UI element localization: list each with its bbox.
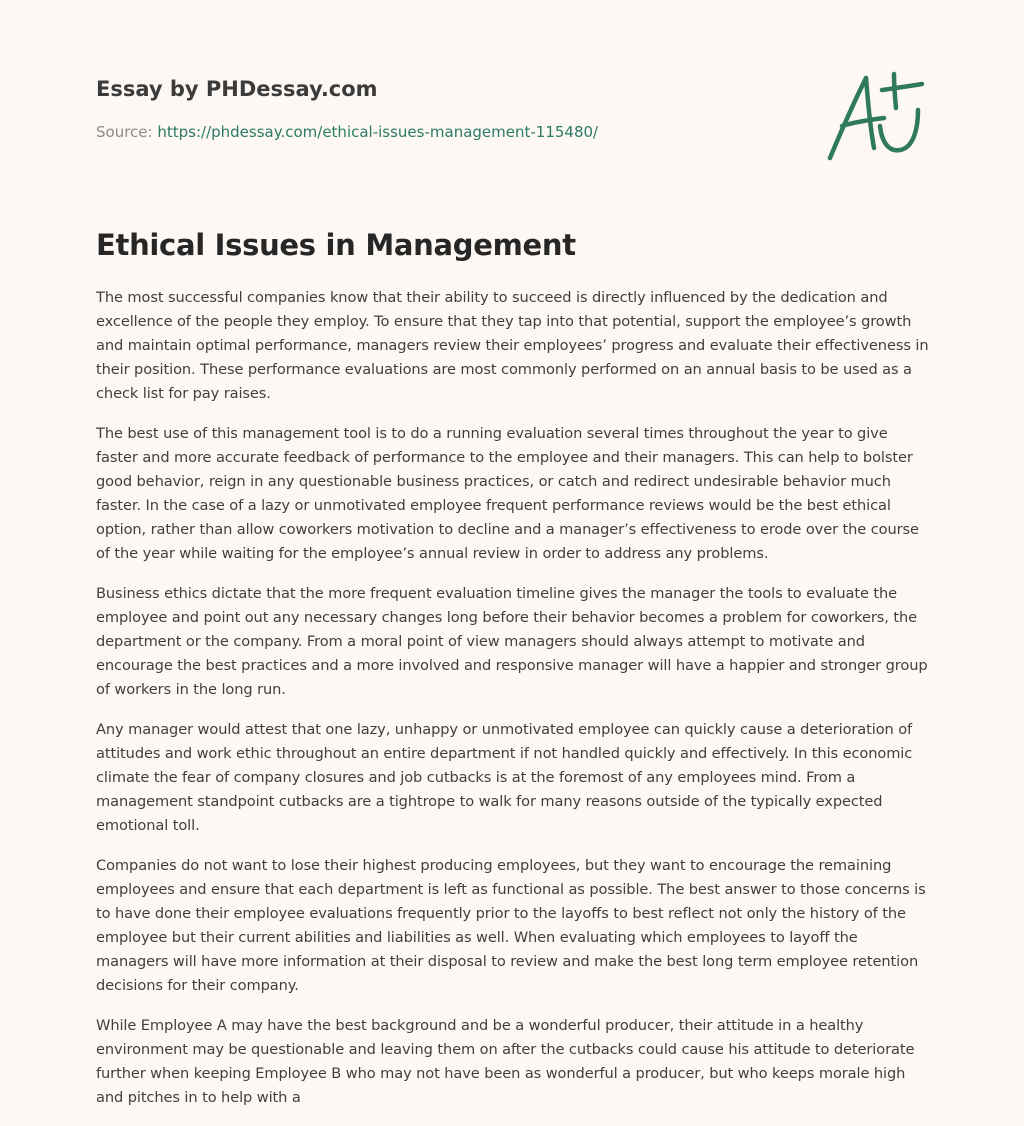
source-line — [96, 122, 796, 142]
essay-paragraph: The best use of this management tool is to do a running evaluation several times throughout the year to give faster and more accurate feedback of performance to the employee and their managers. This can help to bolster good behavior, reign in any questionable business practices, or catch and redirect undesirable behavior much faster. In the case of a lazy or unmotivated employee frequent performance reviews would be the best ethical option, rather than allow coworkers motivation to decline and a manager’s effectiveness to erode over the course of the year while waiting for the employee’s annual review in order to address any problems. — [96, 425, 919, 562]
essay-paragraph: While Employee A may have the best background and be a wonderful producer, their attitude in a healthy environment may be questionable and leaving them on after the cutbacks could cause his attitude to deteriorate further when keeping Employee B who may not have been as wonderful a producer, but who keeps morale high and pitches in to help with a — [96, 1017, 915, 1106]
essay-paragraph: Companies do not want to lose their highest producing employees, but they want to encourage the remaining employees and ensure that each department is left as functional as possible. The best answer to those concerns is to have done their employee evaluations frequently prior to the layoffs to best reflect not only the history of the employee but their current abilities and liabilities as well. When evaluating which employees to layoff the managers will have more information at their disposal to review and make the best long term employee retention decisions for their company. — [96, 857, 926, 994]
source-link[interactable]: https://phdessay.com/ethical-issues-management-115480/ — [157, 123, 599, 141]
site-title: Essay by PHDessay.com — [96, 77, 378, 101]
essay-paragraph: Business ethics dictate that the more frequent evaluation timeline gives the manager the tools to evaluate the employee and point out any necessary changes long before their behavior becomes a problem for coworkers, the department or the company. From a moral point of view managers should always attempt to motivate and encourage the best practices and a more involved and responsive manager will have a happier and stronger group of workers in the long run. — [96, 585, 928, 698]
a-plus-grade-icon — [824, 68, 928, 164]
page-header — [96, 74, 796, 142]
essay-title: Ethical Issues in Management — [96, 228, 576, 262]
essay-body — [96, 286, 932, 1126]
source-label: Source: — [96, 123, 153, 141]
essay-paragraph: Any manager would attest that one lazy, unhappy or unmotivated employee can quickly cause a deterioration of attitudes and work ethic throughout an entire department if not handled quickly and effectively. In this economic climate the fear of company closures and job cutbacks is at the foremost of any employees mind. From a management standpoint cutbacks are a tightrope to walk for many reasons outside of the typically expected emotional toll. — [96, 721, 913, 834]
essay-paragraph: The most successful companies know that their ability to succeed is directly influenced by the dedication and excellence of the people they employ. To ensure that they tap into that potential, support the employee’s growth and maintain optimal performance, managers review their employees’ progress and evaluate their effectiveness in their position. These performance evaluations are most commonly performed on an annual basis to be used as a check list for pay raises. — [96, 289, 929, 402]
